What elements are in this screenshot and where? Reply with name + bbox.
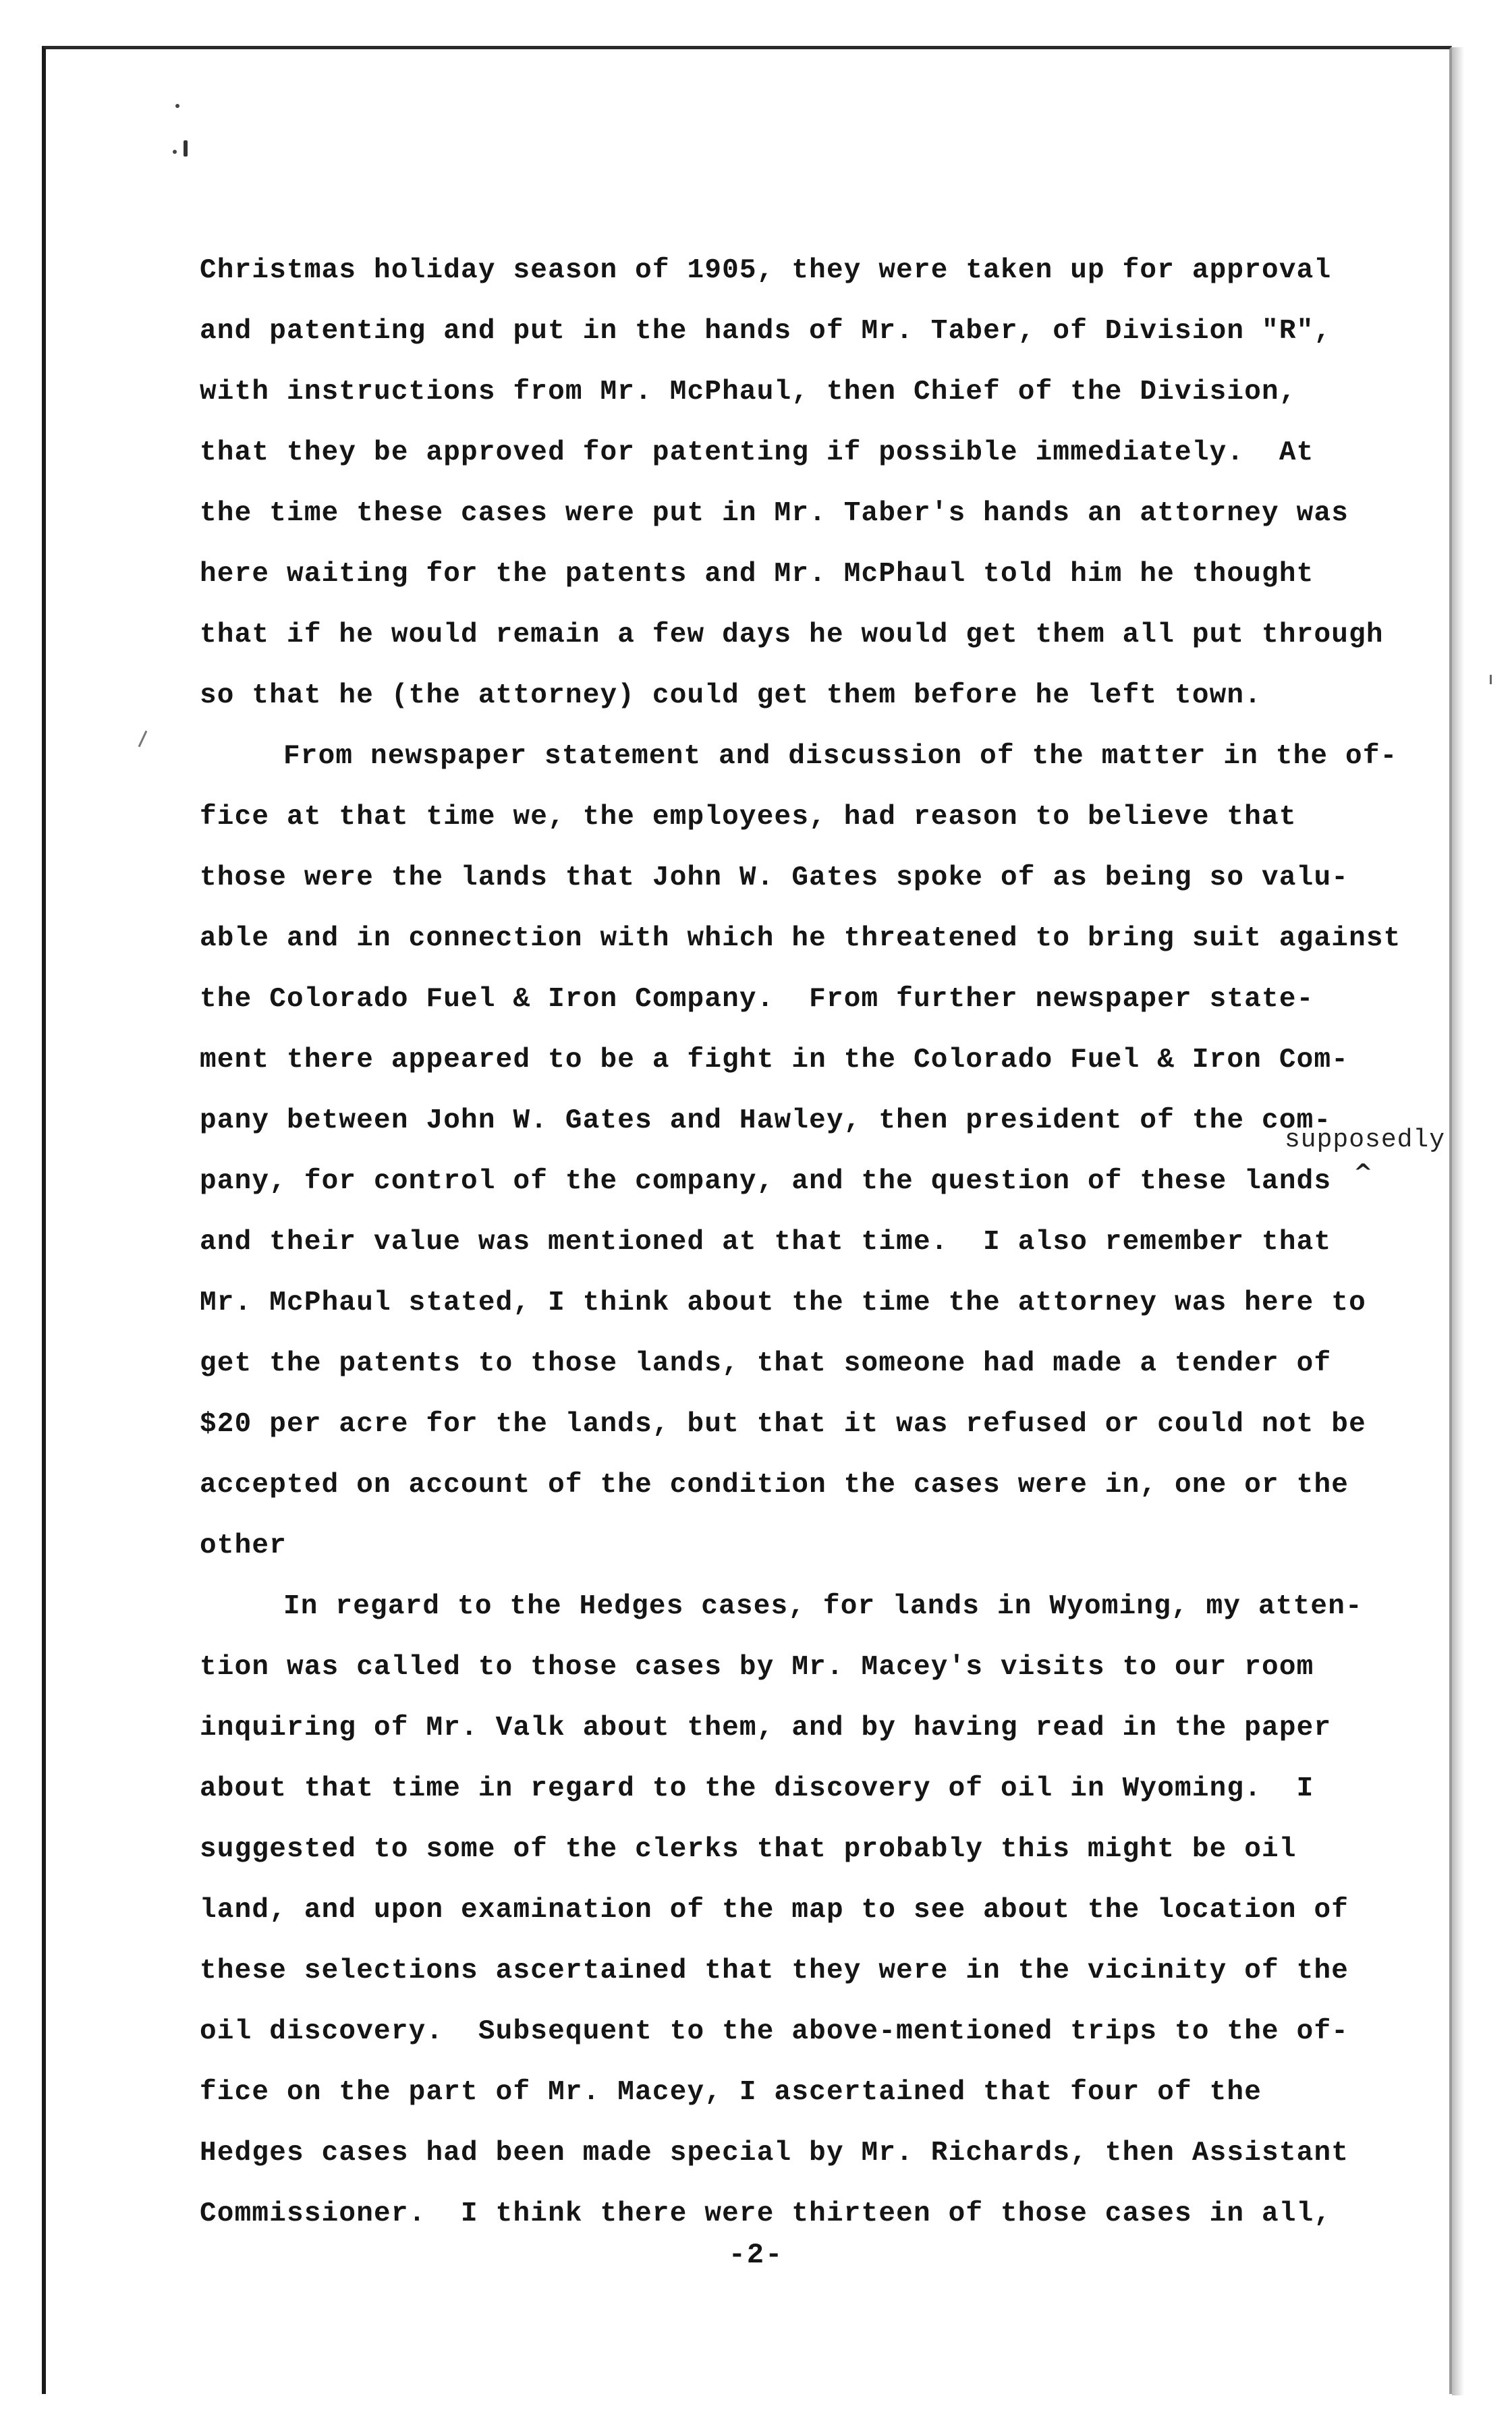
stray-mark — [184, 140, 188, 157]
text-line: fice at that time we, the employees, had reason to believe that — [200, 802, 1297, 833]
text-line: From newspaper statement and discussion of the matter in the of- — [283, 741, 1398, 772]
text-line: and patenting and put in the hands of Mr. Taber, of Division "R", — [200, 316, 1332, 347]
insertion-caret: ^ — [1353, 1159, 1373, 1186]
text-line: tion was called to those cases by Mr. Macey's visits to our room — [200, 1652, 1314, 1683]
text-line: these selections ascertained that they were in the vicinity of the — [200, 1955, 1349, 1986]
stray-mark-dot — [175, 104, 179, 108]
text-line: those were the lands that John W. Gates spoke of as being so valu- — [200, 862, 1349, 893]
body-text — [200, 240, 1434, 2244]
text-line: that if he would remain a few days he would get them all put through — [200, 619, 1384, 650]
text-line: about that time in regard to the discovery of oil in Wyoming. I — [200, 1773, 1314, 1804]
text-line: inquiring of Mr. Valk about them, and by having read in the paper — [200, 1713, 1332, 1744]
text-line: oil discovery. Subsequent to the above-mentioned trips to the of- — [200, 2016, 1349, 2047]
text-line: the time these cases were put in Mr. Taber's hands an attorney was — [200, 498, 1349, 529]
text-line: other — [200, 1530, 287, 1561]
text-line: suggested to some of the clerks that probably this might be oil — [200, 1834, 1297, 1865]
text-line: the Colorado Fuel & Iron Company. From further newspaper state- — [200, 984, 1314, 1015]
text-line: get the patents to those lands, that someone had made a tender of — [200, 1348, 1332, 1379]
text-line: Mr. McPhaul stated, I think about the time the attorney was here to — [200, 1287, 1366, 1318]
text-line: $20 per acre for the lands, but that it was refused or could not be — [200, 1409, 1366, 1440]
text-line: that they be approved for patenting if possible immediately. At — [200, 437, 1314, 468]
text-line: land, and upon examination of the map to see about the location of — [200, 1895, 1349, 1926]
text-line: so that he (the attorney) could get them before he left town. — [200, 680, 1262, 711]
page-number: -2- — [728, 2239, 784, 2271]
interlineation: supposedly — [1285, 1125, 1446, 1154]
page-edge-shadow — [1452, 47, 1464, 2395]
text-line: and their value was mentioned at that time. I also remember that — [200, 1227, 1332, 1258]
text-line: pany, for control of the company, and the question of these lands — [200, 1166, 1332, 1197]
text-line: Commissioner. I think there were thirteen of those cases in all, — [200, 2198, 1332, 2229]
text-line: here waiting for the patents and Mr. McPhaul told him he thought — [200, 559, 1314, 590]
text-line: able and in connection with which he threatened to bring suit against — [200, 923, 1401, 954]
text-line: pany between John W. Gates and Hawley, then president of the com- — [200, 1105, 1332, 1136]
text-line: In regard to the Hedges cases, for lands in Wyoming, my atten- — [283, 1591, 1363, 1622]
text-line: ment there appeared to be a fight in the Colorado Fuel & Iron Com- — [200, 1045, 1349, 1076]
margin-mark — [1490, 675, 1492, 684]
text-line: fice on the part of Mr. Macey, I ascertained that four of the — [200, 2077, 1262, 2108]
text-line: with instructions from Mr. McPhaul, then Chief of the Division, — [200, 377, 1297, 408]
text-line: Christmas holiday season of 1905, they were taken up for approval — [200, 255, 1332, 286]
text-line: Hedges cases had been made special by Mr. Richards, then Assistant — [200, 2138, 1349, 2169]
text-line: accepted on account of the condition the cases were in, one or the — [200, 1470, 1349, 1501]
stray-mark-dot — [173, 150, 177, 154]
